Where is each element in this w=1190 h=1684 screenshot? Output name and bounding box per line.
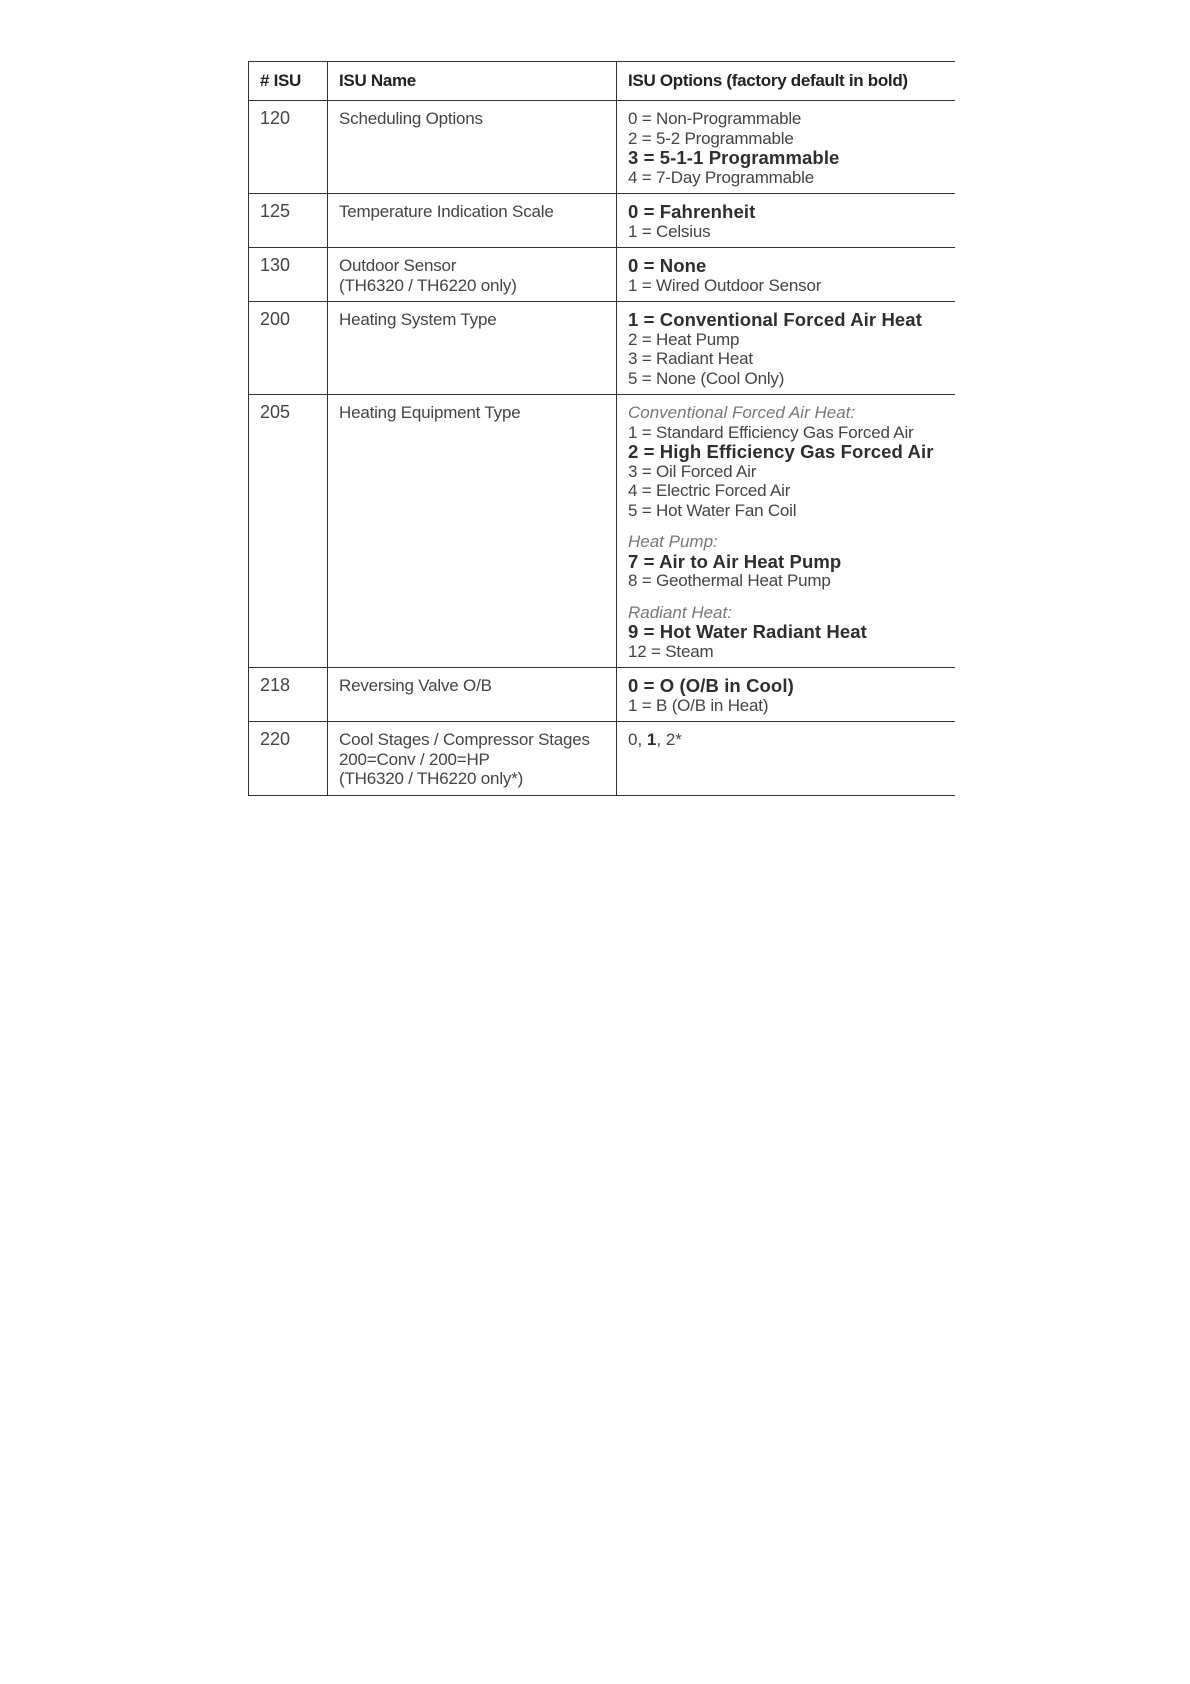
isu-number: 130 <box>249 248 328 302</box>
isu-number: 205 <box>249 395 328 668</box>
option-default: 1 <box>646 730 657 749</box>
isu-name-line: Reversing Valve O/B <box>339 676 492 695</box>
option: 2 = Heat Pump <box>628 329 740 349</box>
option-group <box>628 532 955 591</box>
isu-name-line: Outdoor Sensor <box>339 256 457 275</box>
table-row <box>249 395 955 668</box>
isu-name <box>328 101 617 194</box>
option: 4 = 7-Day Programmable <box>628 167 814 187</box>
table-header-row <box>249 62 955 101</box>
table-row <box>249 101 955 194</box>
option: 1 = Celsius <box>628 221 711 241</box>
isu-options <box>617 395 955 668</box>
option: 4 = Electric Forced Air <box>628 481 791 500</box>
option: 5 = Hot Water Fan Coil <box>628 500 797 520</box>
option: 3 = Oil Forced Air <box>628 461 757 481</box>
option-default: 1 = Conventional Forced Air Heat <box>628 309 922 330</box>
option: 1 = B (O/B in Heat) <box>628 695 769 715</box>
table-row <box>249 194 955 248</box>
isu-options <box>617 194 955 248</box>
isu-number: 218 <box>249 668 328 722</box>
header-isu-number: # ISU <box>249 62 328 101</box>
option-group <box>628 603 955 662</box>
option-group-label: Radiant Heat: <box>628 602 732 622</box>
isu-name-line: (TH6320 / TH6220 only) <box>339 275 517 295</box>
option: , <box>637 730 647 749</box>
isu-number: 200 <box>249 302 328 395</box>
isu-name <box>328 668 617 722</box>
isu-options <box>617 248 955 302</box>
header-isu-name: ISU Name <box>328 62 617 101</box>
option-group <box>628 403 955 520</box>
isu-options <box>617 302 955 395</box>
isu-name-line: Temperature Indication Scale <box>339 202 554 221</box>
isu-number: 120 <box>249 101 328 194</box>
option: 0 = Non-Programmable <box>628 109 802 128</box>
isu-options <box>617 101 955 194</box>
isu-name-line: (TH6320 / TH6220 only*) <box>339 769 524 788</box>
isu-number: 125 <box>249 194 328 248</box>
isu-name-line: Scheduling Options <box>339 109 483 128</box>
table-row <box>249 302 955 395</box>
option-default: 2 = High Efficiency Gas Forced Air <box>628 441 934 462</box>
option: , 2* <box>656 730 682 749</box>
isu-options <box>617 722 955 796</box>
isu-name-line: 200=Conv / 200=HP <box>339 749 490 769</box>
option-group-label: Conventional Forced Air Heat: <box>628 403 856 422</box>
isu-name-line: Heating Equipment Type <box>339 403 521 422</box>
option: 0 <box>628 730 638 749</box>
option-group-label: Heat Pump: <box>628 532 718 551</box>
option: 1 = Wired Outdoor Sensor <box>628 275 822 295</box>
option: 2 = 5-2 Programmable <box>628 128 794 148</box>
isu-name-line: Cool Stages / Compressor Stages <box>339 730 590 749</box>
option: 1 = Standard Efficiency Gas Forced Air <box>628 422 914 442</box>
table-row <box>249 248 955 302</box>
isu-options <box>617 668 955 722</box>
isu-number: 220 <box>249 722 328 796</box>
option: 3 = Radiant Heat <box>628 349 753 368</box>
isu-name <box>328 722 617 796</box>
option-default: 0 = O (O/B in Cool) <box>628 675 794 696</box>
isu-name <box>328 194 617 248</box>
option-default: 0 = Fahrenheit <box>628 201 756 222</box>
option: 8 = Geothermal Heat Pump <box>628 571 831 590</box>
isu-table <box>248 61 955 796</box>
option: 5 = None (Cool Only) <box>628 368 785 388</box>
option-default: 0 = None <box>628 255 707 276</box>
option-default: 3 = 5-1-1 Programmable <box>628 147 840 168</box>
option: 12 = Steam <box>628 641 714 661</box>
isu-name <box>328 248 617 302</box>
isu-name-line: Heating System Type <box>339 310 497 329</box>
header-isu-options: ISU Options (factory default in bold) <box>617 62 955 101</box>
table-row <box>249 722 955 796</box>
isu-name <box>328 302 617 395</box>
option-default: 9 = Hot Water Radiant Heat <box>628 621 867 642</box>
table-row <box>249 668 955 722</box>
option-default: 7 = Air to Air Heat Pump <box>628 550 842 572</box>
isu-name <box>328 395 617 668</box>
table-body <box>249 101 955 796</box>
